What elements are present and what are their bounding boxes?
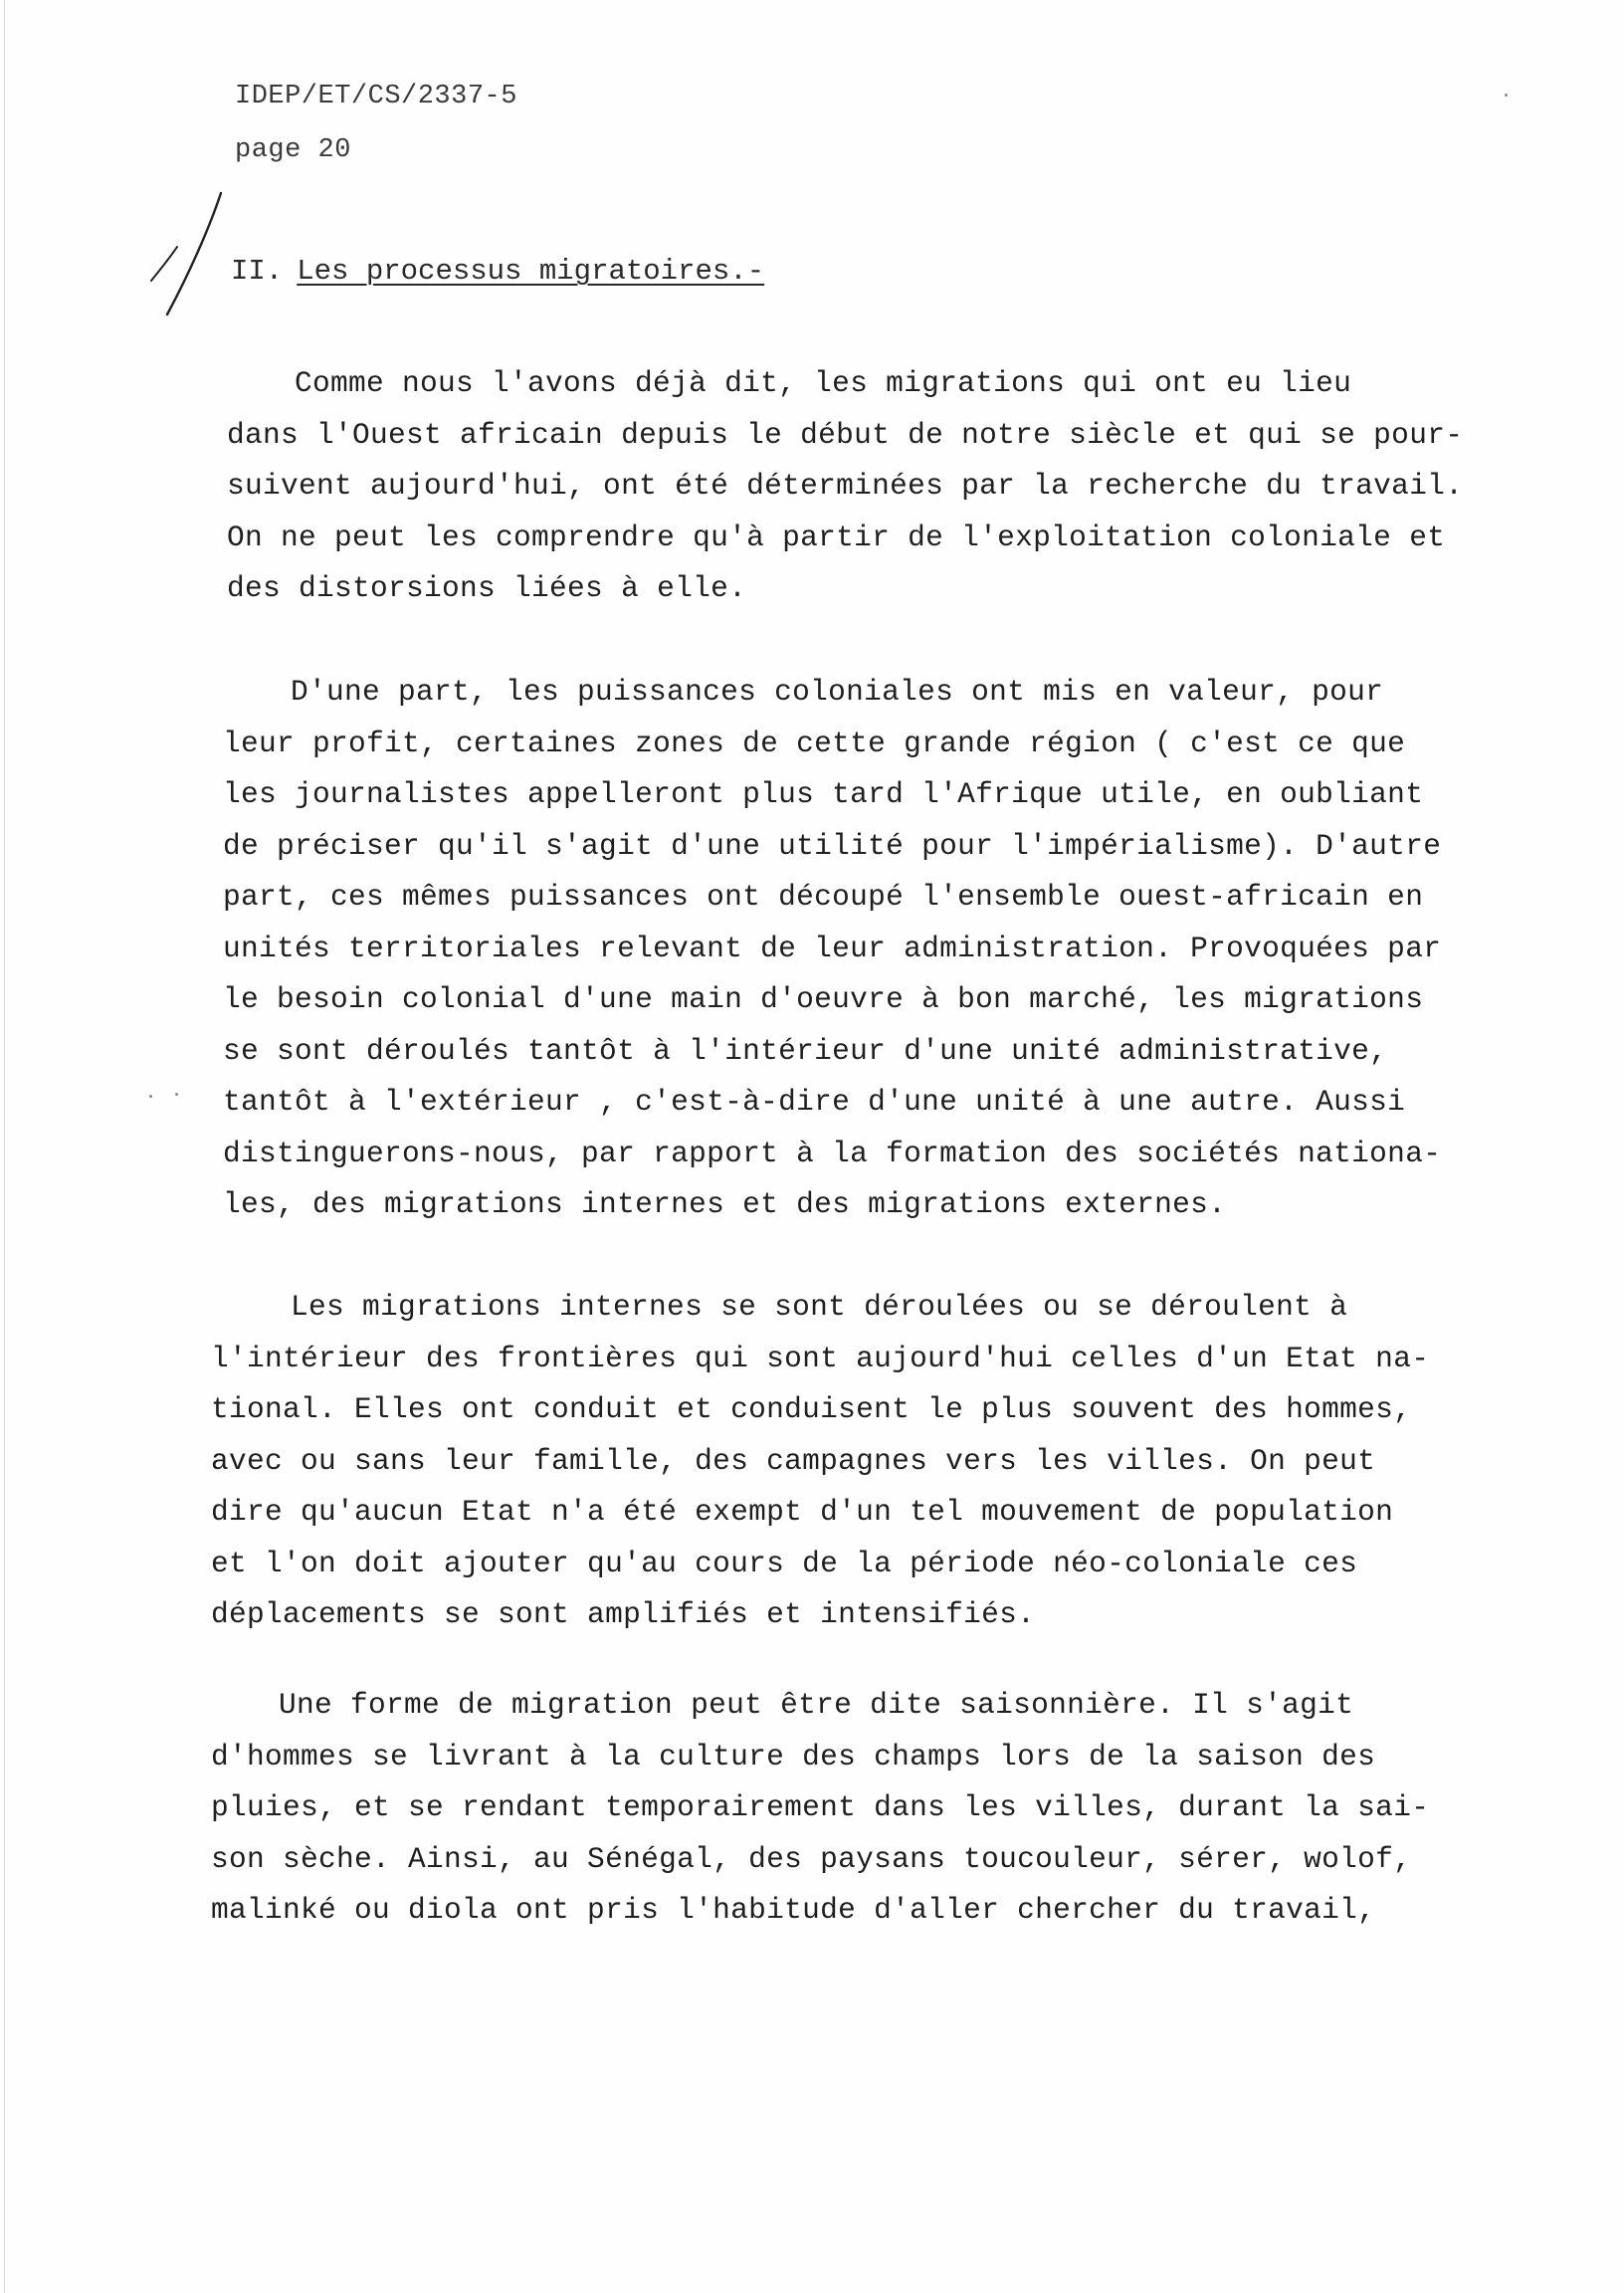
- text-line: les journalistes appelleront plus tard l'Afrique utile, en oubliant: [223, 777, 1424, 811]
- text-line: D'une part, les puissances coloniales ont mis en valeur, pour: [291, 675, 1384, 709]
- scan-speck: [1505, 94, 1508, 97]
- section-number: II.: [231, 255, 284, 288]
- text-line: suivent aujourd'hui, ont été déterminées par la recherche du travail.: [227, 469, 1464, 503]
- text-line: se sont déroulés tantôt à l'intérieur d'une unité administrative,: [223, 1033, 1388, 1068]
- text-line: le besoin colonial d'une main d'oeuvre à bon marché, les migrations: [223, 982, 1424, 1016]
- text-line: distinguerons-nous, par rapport à la formation des sociétés nationa-: [223, 1136, 1442, 1170]
- text-line: Comme nous l'avons déjà dit, les migrations qui ont eu lieu: [295, 366, 1352, 400]
- text-line: dans l'Ouest africain depuis le début de notre siècle et qui se pour-: [227, 417, 1464, 452]
- text-line: tantôt à l'extérieur , c'est-à-dire d'une unité à une autre. Aussi: [223, 1085, 1406, 1119]
- text-line: malinké ou diola ont pris l'habitude d'aller chercher du travail,: [211, 1893, 1376, 1927]
- scan-speck: [175, 1093, 178, 1096]
- text-line: On ne peut les comprendre qu'à partir de l'exploitation coloniale et: [227, 520, 1446, 554]
- page-number: page 20: [235, 135, 351, 165]
- text-line: avec ou sans leur famille, des campagnes vers les villes. On peut: [211, 1443, 1376, 1478]
- text-line: son sèche. Ainsi, au Sénégal, des paysans toucouleur, sérer, wolof,: [211, 1841, 1412, 1876]
- text-line: déplacements se sont amplifiés et intensifiés.: [211, 1597, 1036, 1631]
- margin-pen-mark: [149, 189, 239, 318]
- text-line: les, des migrations internes et des migrations externes.: [223, 1187, 1227, 1221]
- text-line: leur profit, certaines zones de cette grande région ( c'est ce que: [223, 726, 1406, 760]
- text-line: de préciser qu'il s'agit d'une utilité pour l'impérialisme). D'autre: [223, 828, 1442, 863]
- text-line: pluies, et se rendant temporairement dans les villes, durant la sai-: [211, 1790, 1430, 1824]
- text-line: et l'on doit ajouter qu'au cours de la période néo-coloniale ces: [211, 1546, 1358, 1580]
- document-reference: IDEP/ET/CS/2337-5: [235, 82, 517, 111]
- section-title: Les processus migratoires.-: [297, 255, 765, 288]
- scan-edge: [4, 0, 5, 2293]
- text-line: part, ces mêmes puissances ont découpé l'ensemble ouest-africain en: [223, 880, 1424, 914]
- text-line: d'hommes se livrant à la culture des champs lors de la saison des: [211, 1739, 1376, 1773]
- text-line: Une forme de migration peut être dite saisonnière. Il s'agit: [279, 1688, 1354, 1722]
- text-line: dire qu'aucun Etat n'a été exempt d'un tel mouvement de population: [211, 1495, 1394, 1529]
- text-line: unités territoriales relevant de leur administration. Provoquées par: [223, 931, 1442, 965]
- text-line: tional. Elles ont conduit et conduisent le plus souvent des hommes,: [211, 1392, 1412, 1426]
- text-line: des distorsions liées à elle.: [227, 571, 747, 605]
- scan-speck: [149, 1095, 152, 1098]
- text-line: l'intérieur des frontières qui sont aujourd'hui celles d'un Etat na-: [211, 1341, 1430, 1375]
- section-heading: [231, 255, 764, 288]
- text-line: Les migrations internes se sont déroulées ou se déroulent à: [291, 1290, 1348, 1324]
